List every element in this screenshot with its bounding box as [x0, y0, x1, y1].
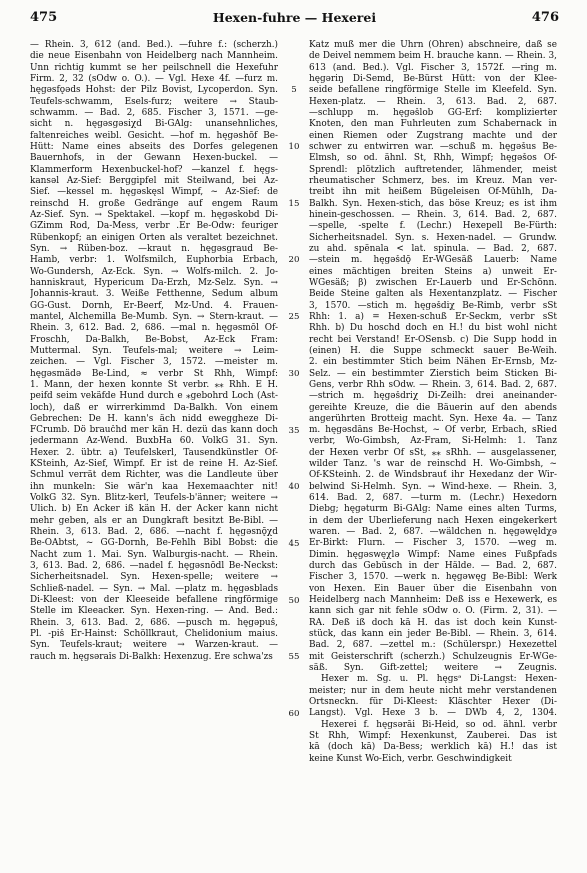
- text-line: einen Riemen oder Zugstrang machte und der: [309, 130, 557, 141]
- text-line: Hütt: Name eines abseits des Dorfes gelegenen: [30, 141, 278, 152]
- text-line: rauch m. hęgsəraǐs Di-Balkh: Hexenzug. Ere schwa'zs: [30, 651, 273, 662]
- text-line: Sprendl: plötzlich auftretender, lähmender, meist: [309, 164, 557, 175]
- text-line: 613 (and. Bed.). Vgl. Fischer 3, 1572f. —ring m.: [309, 62, 557, 73]
- text-line: jedermann Az-Wend. BuxbHa 60. VolkG 31. Syn.: [30, 436, 278, 447]
- text-line: zu ahd. spënala < lat. spinula. — Bad. 2, 687.: [309, 243, 557, 254]
- text-line: Sief. —kessel m. hęgəskęsl Wimpf, ~ Az-Sief: de: [30, 187, 278, 198]
- text-line: Selz. — ein bestimmter Zierstich beim Sticken Bi-: [309, 368, 557, 379]
- text-line: GG-Gust. Dornh, Er-Beerf, Mz-Und. 4. Frauen-: [30, 300, 278, 311]
- text-line: Syn. → Rüben-boz. —kraut n. hęgəsgraud Be-: [30, 243, 278, 254]
- text-line: meister; nur in dem heute nicht mehr verstandenen: [309, 685, 557, 696]
- text-line: 2. ein bestimmter Stich beim Nähen Er-Ernsb, Mz-: [309, 357, 557, 368]
- text-line: Stelle im Kleeacker. Syn. Hexen-ring. — And. Bed.:: [30, 606, 278, 617]
- line-number: 55: [288, 652, 300, 663]
- text-line: Az-Sief. Syn. → Spektakel. —kopf m. hęgəskobd Di-: [30, 209, 278, 220]
- text-line: Katz muß mer die Uhrn (Ohren) abschneire, daß se: [309, 40, 557, 50]
- text-line: WGesäß; β) zwischen Er-Lauerb und Er-Schönn.: [309, 277, 557, 288]
- line-number: 20: [288, 255, 300, 266]
- text-line: Ulich. b) En Acker iß kän H. der Acker kann nicht: [30, 504, 278, 515]
- text-line: Bad. 2, 687. —zettel m.: (Schülerspr.) Hexezettel: [309, 640, 557, 651]
- text-line: Dimin. hęgəswęχlə Wimpf: Name eines Fußpfads: [309, 549, 557, 560]
- text-line: kann sich gar nit fehle sOdw o. O. (Firm. 2, 31). —: [309, 606, 557, 617]
- text-line: — Rhein. 3, 612 (and. Bed.). —fuhre f.: (scherzh.): [30, 40, 278, 50]
- text-line: Rhein. 3, 612. Bad. 2, 686. —mal n. hęgəsmōl Of-: [30, 323, 278, 334]
- text-line: —strich m. hęgəšdriχ Di-Zeilh: drei aneinander-: [309, 391, 557, 402]
- text-line: schwamm. — Bad. 2, 685. Fischer 3, 1571. —ge-: [30, 107, 278, 118]
- text-line: mantel, Alchemilla Be-Mumb. Syn. → Stern-kraut. —: [30, 311, 278, 322]
- text-line: Firm. 2, 32 (sOdw o. O.). — Vgl. Hexe 4f. —furz m.: [30, 73, 278, 84]
- text-line: Hexer. 2. übtr. a) Teufelskerl, Tausendkünstler Of-: [30, 447, 278, 458]
- text-line: Hexer m. Sg. u. Pl. hęgsᵊ Di-Langst: Hexen-: [321, 674, 557, 685]
- text-line: 614. Bad. 2, 687. —turm m. (Lechr.) Hexedorn: [309, 493, 557, 504]
- text-line: Balkh. Syn. Hexen-stich, das böse Kreuz; es ist ihm: [309, 198, 557, 209]
- text-line: belwind Si-Helmh. Syn. → Wind-hexe. — Rhein. 3,: [309, 481, 557, 492]
- text-line: Rhein. 3, 613. Bad. 2, 686. —pusch m. hęgəpuš,: [30, 617, 278, 628]
- text-line: peifd seim vekäfde Hund durch e ⁎gebohrd Loch (Ast-: [30, 391, 278, 402]
- text-line: Sicherheitsnadel. Syn. Hexen-spelle; weitere →: [30, 572, 278, 583]
- text-line: Gebrechen: De H. kann's äch nidd eweggheze Di-: [30, 413, 278, 424]
- text-line: waren. — Bad. 2, 687. —wäldchen n. hęgəwęldχə: [309, 527, 557, 538]
- text-line: 1. Mann, der hexen konnte St verbr. ⁎⁎ Rhh. E H.: [30, 379, 278, 390]
- text-line: loch), daß er wirrerkimmd Da-Balkh. Von einem: [30, 402, 278, 413]
- text-line: Syn. Teufels-kraut; weitere → Warzen-kraut. —: [30, 640, 278, 651]
- text-line: stück, das kann ein jeder Be-Bibl. — Rhein. 3, 614.: [309, 629, 557, 640]
- text-line: Rhh. b) Du hoschd doch en H.! du bist wohl nicht: [309, 323, 557, 334]
- text-line: Fischer 3, 1570. —werk n. hęgəwęg Be-Bibl: Werk: [309, 572, 557, 583]
- text-line: Rhh: 1. a) = Hexen-schuß Er-Seckm, verbr sSt: [309, 311, 557, 322]
- text-line: Hamb, verbr: 1. Wolfsmilch, Euphorbia Erbach,: [30, 255, 278, 266]
- line-number: 5: [291, 85, 297, 96]
- text-line: hanniskraut, Hypericum Da-Erzh, Mz-Selz. Syn. →: [30, 277, 278, 288]
- text-line: faltenreiches weibl. Gesicht. —hof m. hęgəshōf Be-: [30, 130, 278, 141]
- text-line: m. hęgəsdāns Be-Hochst, ~ Of verbr, Erbach, sRied: [309, 425, 557, 436]
- text-line: Heidelberg nach Mannheim: Deß iss e Hexewerk, es: [309, 595, 557, 606]
- text-line: Bauernhofs, in der Gewann Hexen-buckel. —: [30, 153, 278, 164]
- line-number: 10: [288, 142, 300, 153]
- text-line: (einen) H. die Suppe schmeckt sauer Be-Weih.: [309, 345, 557, 356]
- text-line: RA. Deß iß doch kā H. das ist doch kein Kunst-: [309, 617, 557, 628]
- text-line: eines mächtigen breiten Steins a) unweit Er-: [309, 266, 557, 277]
- line-number: 40: [288, 482, 300, 493]
- text-line: reinschd H. große Gedränge auf engem Raum: [30, 198, 278, 209]
- text-line: schwer zu entwirren war. —schuß m. hęgəšus Be-: [309, 141, 557, 152]
- text-line: Unn richtig kummt se her peilschnell die Hexefuhr: [30, 62, 278, 73]
- text-line: KSteinh, Az-Sief, Wimpf. Er ist de reine H. Az-Sief.: [30, 459, 278, 470]
- text-line: Rübenkopf; an einigen Orten als veraltet bezeichnet.: [30, 232, 278, 243]
- line-number: 30: [288, 368, 300, 379]
- line-number: 35: [288, 425, 300, 436]
- text-line: VolkG 32. Syn. Blitz-kerl, Teufels-b'änner; weitere →: [30, 493, 278, 504]
- line-number: 45: [288, 538, 300, 549]
- line-number: 60: [288, 709, 300, 720]
- text-line: Er-Birkt: Flurn. — Fischer 3, 1570. —weg m.: [309, 538, 557, 549]
- text-line: GZimm Rod, Da-Mess, verbr .Er Be-Odw: feuriger: [30, 221, 278, 232]
- text-line: von Hexen. Ein Bauer über die Eisenbahn von: [309, 583, 557, 594]
- text-line: durch das Gebüsch in der Hälde. — Bad. 2, 687.: [309, 561, 557, 572]
- text-line: Rhein. 3, 613. Bad. 2, 686. —nacht f. hęgəsnǭχd: [30, 527, 278, 538]
- text-line: Beide Steine galten als Hexentanzplatz. — Fischer: [309, 289, 557, 300]
- text-line: ihn munkeln: Sie wär'n kaa Hexemaachter nit!: [30, 481, 278, 492]
- text-line: Klammerform Hexenbuckel-hof? —kanzel f. hęgs-: [30, 164, 278, 175]
- text-line: Langst). Vgl. Hexe 3 b. — DWb 4, 2, 1304.: [309, 708, 557, 719]
- text-line: Johannis-kraut. 3. Weiße Fetthenne, Sedum album: [30, 289, 278, 300]
- text-line: seide befallene ringförmige Stelle im Kleefeld. Syn.: [309, 85, 557, 96]
- text-line: hęgəsmǟdə Be-Lind, ≈ verbr St Rhh, Wimpf:: [30, 368, 278, 379]
- text-line: Pl. -piš Er-Hainst: Schöllkraut, Chelidonium maius.: [30, 629, 278, 640]
- line-number: 50: [288, 595, 300, 606]
- text-line: Gens, verbr Rhh sOdw. — Rhein. 3, 614. Bad. 2, 687.: [309, 379, 557, 390]
- text-line: Knoten, den man Fuhrleuten zum Schabernack in: [309, 119, 557, 130]
- text-line: hinein-geschossen. — Rhein. 3, 614. Bad. 2, 687.: [309, 209, 557, 220]
- text-line: St Rhh, Wimpf: Hexenkunst, Zauberei. Das ist: [309, 731, 557, 742]
- text-line: hęgəriŋ Di-Semd, Be-Bürst Hütt: von der Klee-: [309, 73, 557, 84]
- page-number-right: 476: [531, 10, 559, 25]
- text-line: mehr geben, als er an Dungkraft besitzt Be-Bibl. —: [30, 515, 278, 526]
- text-line: 3, 1570. —stich m. hęgəšdiχ Be-Rimb, verbr sSt: [309, 300, 557, 311]
- text-line: —stein m. hęgəšdǭ Er-WGesäß Lauerb: Name: [309, 255, 557, 266]
- text-line: mit Geisterschrift (scherzh.) Schulzeugnis Er-WGe-: [309, 651, 557, 662]
- text-line: 3, 613. Bad. 2, 686. —nadel f. hęgəsnōdl Be-Neckst:: [30, 561, 278, 572]
- text-line: zeichen. — Vgl. Fischer 3, 1572. —meister m.: [30, 357, 278, 368]
- text-line: Diebg; hęgəturm Bi-GÄlg: Name eines alten Turms,: [309, 504, 557, 515]
- text-line: kansəl Az-Sief: Berggipfel mit Steilwand, bei Az-: [30, 175, 278, 186]
- line-number: 25: [288, 312, 300, 323]
- text-line: Di-Kleest: von der Kleeseide befallene ringförmige: [30, 595, 278, 606]
- text-line: treibt ihn mit heißem Bügeleisen Of-Mühlh, Da-: [309, 187, 557, 198]
- text-line: Nacht zum 1. Mai. Syn. Walburgis-nacht. — Rhein.: [30, 549, 278, 560]
- text-line: Be-OAbtst, ~ GG-Dornh, Be-Fehlh Bibl Bobst: die: [30, 538, 278, 549]
- text-line: in dem der Überlieferung nach Hexen eingekerkert: [309, 515, 557, 526]
- text-line: —spelle, -spelte f. (Lechr.) Hexepell Be-Fürth:: [309, 221, 557, 232]
- text-line: Hexen-platz. — Rhein. 3, 613. Bad. 2, 687.: [309, 96, 557, 107]
- text-line: rheumatischer Schmerz, bes. im Kreuz. Man ver-: [309, 175, 557, 186]
- text-line: de Deivel nemmem beim H. brauche kann. — Rhein. 3,: [309, 51, 557, 62]
- text-line: FCrumb. Dö braučhd mer kän H. dezü das kann doch: [30, 425, 278, 436]
- text-line: Of-KSteinh. 2. de Windsbrauť ihr Hexedanz der Wir-: [309, 470, 557, 481]
- right-column: [309, 40, 557, 765]
- text-line: wilder Tanz. 's war de reinschd H. Wo-Gimbsh, ~: [309, 459, 557, 470]
- text-line: Wo-Gundersh, Az-Eck. Syn. → Wolfs-milch. 2. Jo-: [30, 266, 278, 277]
- line-number: 15: [288, 198, 300, 209]
- text-line: Ortsneckn. für Di-Kleest: Kläschter Hexer (Di-: [309, 697, 557, 708]
- running-title: Hexen-fuhre — Hexerei: [212, 10, 377, 25]
- text-line: hęgəsfǫəds Hohst: der Pilz Bovist, Lycoperdon. Syn.: [30, 85, 278, 96]
- text-line: kā (doch kā) Da-Bess; werklich kā) H.! das ist: [309, 742, 557, 753]
- text-line: Hexerei f. hęgsərāi Bi-Heid, so od. ähnl. verbr: [321, 719, 557, 730]
- text-line: säß. Syn. Gift-zettel; weitere → Zeugnis.: [309, 663, 557, 674]
- text-line: recht bei Verstand! Er-OSensb. c) Die Supp hodd in: [309, 334, 557, 345]
- page-number-left: 475: [30, 10, 58, 25]
- text-line: Froschh, Da-Balkh, Be-Bobst, Az-Eck Fram:: [30, 334, 278, 345]
- text-line: Elmsh, so od. ähnl. St, Rhh, Wimpf; hęgəšos Of-: [309, 153, 557, 164]
- text-line: keine Kunst Wo-Eich, verbr. Geschwindigkeit: [309, 753, 512, 764]
- text-line: die neue Eisenbahn von Heidelberg nach Mannheim.: [30, 51, 278, 62]
- text-line: der Hexen verbr Of sSt, ⁎⁎ sRhh. — ausgelassener,: [309, 447, 557, 458]
- text-line: gereihte Kreuze, die die Bäuerin auf den abends: [309, 402, 557, 413]
- text-line: Muttermal. Syn. Teufels-mal; weitere → Leim-: [30, 345, 278, 356]
- text-line: —schlupp m. hęgəšlob GG-Erf: komplizierter: [309, 107, 557, 118]
- text-line: verbr, Wo-Gimbsh, Az-Fram, Si-Helmh: 1. Tanz: [309, 436, 557, 447]
- text-line: Schmul verrät dem Richter, was die Landleute über: [30, 470, 278, 481]
- left-column: [30, 40, 278, 663]
- text-line: Teufels-schwamm, Esels-furz; weitere → Staub-: [30, 96, 278, 107]
- text-line: sicht n. hęgəsgəsiχd Bi-GÄlg: unansehnliches,: [30, 119, 278, 130]
- text-line: angerührten Brotteig macht. Syn. Hexe 4a. — Tanz: [309, 413, 557, 424]
- text-line: Schließ-nadel. — Syn. → Mal. —platz m. hęgəsblads: [30, 583, 278, 594]
- text-line: Sicherheitsnadel. Syn. s. Hexen-nadel. — Grundw.: [309, 232, 557, 243]
- page-header: [30, 10, 559, 28]
